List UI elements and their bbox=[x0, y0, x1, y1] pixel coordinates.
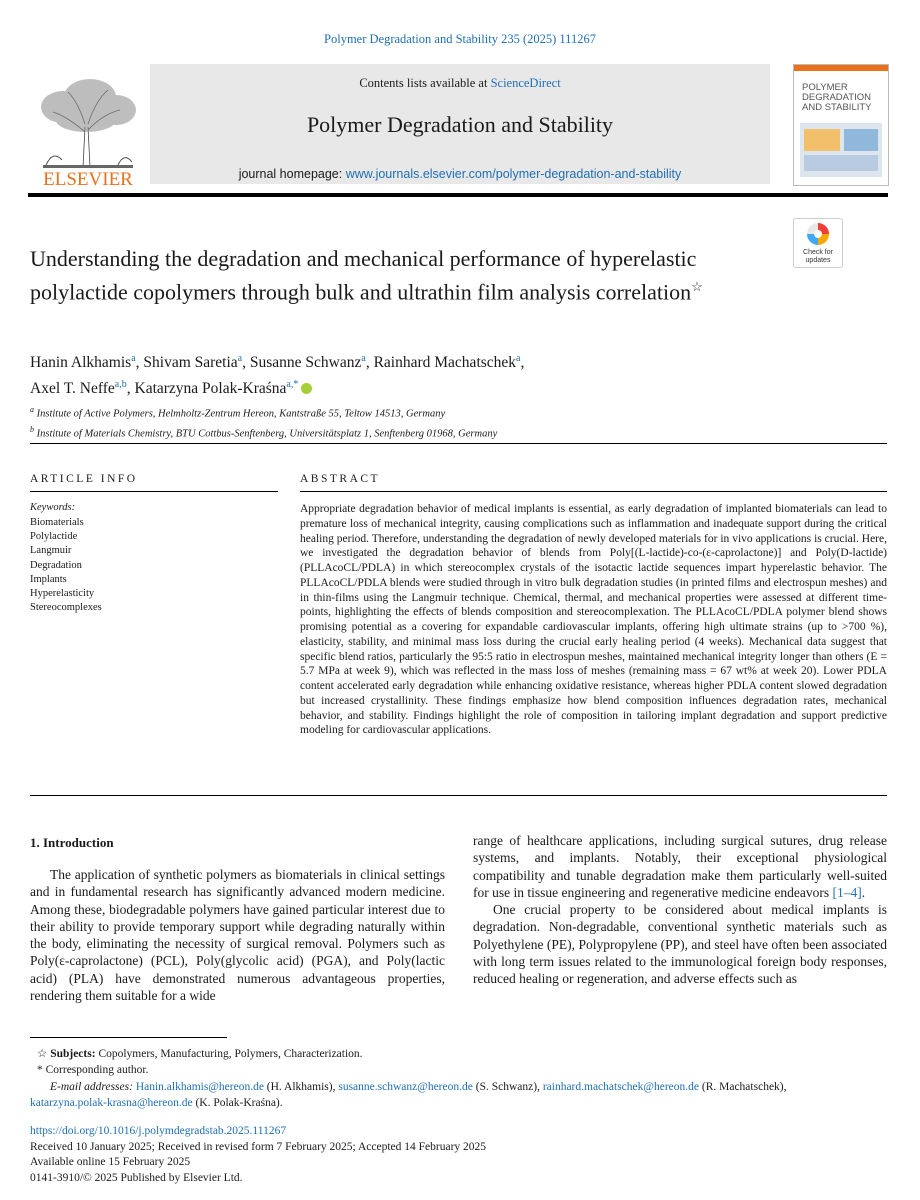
elsevier-wordmark: ELSEVIER bbox=[43, 169, 133, 190]
article-title: Understanding the degradation and mechanical performance of hyperelastic polylactide copolymers through bulk and ultrathin film analysis correlation☆ bbox=[30, 246, 703, 305]
abstract-rule bbox=[300, 491, 887, 492]
available-online: Available online 15 February 2025 bbox=[30, 1156, 191, 1168]
crossmark-label: Check for updates bbox=[803, 249, 833, 264]
author-affiliation-mark[interactable]: a bbox=[361, 353, 366, 364]
contents-line bbox=[150, 76, 770, 91]
body-column-left bbox=[30, 866, 445, 1004]
email-link[interactable]: katarzyna.polak-krasna@hereon.de bbox=[30, 1096, 193, 1109]
footnote-emails-cont: katarzyna.polak-krasna@hereon.de (K. Polak-Kraśna). bbox=[30, 1096, 283, 1109]
citation-link[interactable]: [1–4] bbox=[832, 884, 862, 900]
journal-cover-thumbnail[interactable] bbox=[793, 64, 889, 186]
footnote-corresponding: * Corresponding author. bbox=[37, 1064, 149, 1077]
section-rule bbox=[30, 795, 887, 796]
email-link[interactable]: rainhard.machatschek@hereon.de bbox=[542, 1080, 699, 1093]
cover-title: POLYMER DEGRADATION AND STABILITY bbox=[802, 82, 872, 113]
contents-prefix: Contents lists available at bbox=[359, 76, 491, 90]
header-rule bbox=[28, 193, 888, 197]
paragraph: One crucial property to be considered about medical implants is degradation. Non-degradable, conventional synthetic materials such as Polyethylene (PE), Polypropylene (PP), and steel have often been associated with long term issues related to the immunological foreign body responses, reduced healing or regeneration, and adverse effects such as bbox=[473, 902, 887, 987]
email-link[interactable]: susanne.schwanz@hereon.de bbox=[338, 1080, 473, 1093]
footnote-rule bbox=[30, 1037, 227, 1038]
keyword: Biomaterials bbox=[30, 517, 84, 528]
keyword: Langmuir bbox=[30, 545, 72, 557]
footnote-subjects: ☆ Subjects: Copolymers, Manufacturing, Polymers, Characterization. bbox=[37, 1048, 363, 1060]
author-list: Hanin Alkhamis$^a$, Shivam Saretia$^a$, Susanne Schwanz$^a$, Rainhard Machatschek$^a$, Axel T. Neffe$^{a,b}$, Katarzyna Polak-Kraśna$^{a,*}$ bbox=[30, 353, 525, 398]
article-info-rule bbox=[30, 491, 278, 492]
abstract-text: Appropriate degradation behavior of medical implants is essential, as early degradation of implanted biomaterials can lead to premature loss of mechanical integrity, causing complications such as inflammation and inadequate support during the critical healing period. Therefore, understanding the degradation of newly developed materials for in vivo applications is crucial. Here, we investigated the degradation behavior of blends from Poly[(L-lactide)-co-(ε-caprolactone)] and Poly(D-lactide) (PLLAcoCL/PDLA) in which stereocomplex crystals of the isotactic lactide sequences impart hyperelastic behavior. The PLLAcoCL/PDLA blends were studied through in vitro bulk degradation studies (in printed films and electrospun meshes) and in thin-films using the Langmuir technique. Chemical, thermal, and mechanical properties were assessed at different time-points, highlighting the effects of blends composition and stereocomplexation. The PLLAcoCL/PDLA polymer blend shows promising potential as a covering for expandable cardiovascular implants, offering high ultimate strains (up to >700 %), elasticity, stability, and minimal mass loss during the crucial early healing period (4 weeks). Mechanical data suggest that specific blend ratios, particularly the 95:5 ratio in electrospun meshes, maintained mechanical integrity longer than others (E = 5.7 MPa at week 9), which was reflected in the mass loss of meshes (remaining mass = 67 wt% at week 20). Lower PDLA content accelerated early degradation while enhancing oxidative resistance, whereas higher PDLA content slowed degradation but increased crystallinity. These findings emphasize how blend composition influences degradation rates, mechanical behavior, and stability. Findings highlight the role of composition in tailoring implant degradation and support predictive modeling for cardiovascular applications. bbox=[300, 503, 887, 737]
paragraph: The application of synthetic polymers as biomaterials in clinical settings and in fundamental research has significantly advanced modern medicine. Among these, biodegradable polymers have gained particular interest due to their ability to provide temporary support while degrading naturally within the body, eliminating the necessity of surgical removal. Polymers such as Poly(ε-caprolactone) (PCL), Poly(glycolic acid) (PGA), and Poly(lactic acid) (PLA) have demonstrated numerous advantageous properties, rendering them suitable for a wide bbox=[30, 867, 445, 1004]
paragraph: range of healthcare applications, including surgical sutures, drug release systems, and implants. Notably, their exceptional physiological compatibility and tunable degradation make them particularly well-suited for use in tissue engineering and regenerative medicine endeavors [1–4]. bbox=[473, 833, 887, 900]
elsevier-logo bbox=[28, 72, 148, 190]
article-info-heading: ARTICLE INFO bbox=[30, 473, 138, 485]
author-affiliation-mark[interactable]: a bbox=[516, 353, 521, 364]
keyword: Stereocomplexes bbox=[30, 602, 102, 614]
header-band bbox=[150, 64, 770, 184]
journal-homepage-link[interactable]: www.journals.elsevier.com/polymer-degradation-and-stability bbox=[345, 167, 682, 181]
author[interactable]: Hanin Alkhamis bbox=[30, 354, 132, 372]
keyword: Degradation bbox=[30, 559, 82, 571]
abstract-heading: ABSTRACT bbox=[300, 473, 381, 485]
section-rule bbox=[30, 443, 887, 444]
footnote-emails: E-mail addresses: Hanin.alkhamis@hereon.de (H. Alkhamis), susanne.schwanz@hereon.de (S. Schwanz), rainhard.machatschek@hereon.de (R. Machatschek), bbox=[50, 1080, 787, 1093]
homepage-prefix: journal homepage: bbox=[238, 167, 346, 181]
author[interactable]: Susanne Schwanz bbox=[249, 354, 362, 372]
elsevier-tree-icon bbox=[28, 72, 148, 190]
body-column-right bbox=[473, 832, 887, 988]
keyword: Hyperelasticity bbox=[30, 588, 95, 600]
journal-reference[interactable]: Polymer Degradation and Stability 235 (2025) 111267 bbox=[324, 32, 596, 46]
homepage-line bbox=[150, 167, 770, 181]
crossmark-icon bbox=[794, 219, 842, 249]
author[interactable]: Rainhard Machatschek bbox=[373, 354, 517, 372]
footnotes bbox=[30, 1046, 890, 1111]
author[interactable]: Katarzyna Polak-Kraśna bbox=[134, 380, 287, 398]
keyword: Polylactide bbox=[30, 531, 78, 543]
sciencedirect-link[interactable]: ScienceDirect bbox=[490, 76, 561, 90]
doi-link[interactable]: https://doi.org/10.1016/j.polymdegradstab.2025.111267 bbox=[30, 1125, 287, 1137]
title-footnote-mark[interactable]: ☆ bbox=[691, 279, 703, 294]
check-for-updates-button[interactable] bbox=[793, 218, 843, 268]
email-link[interactable]: Hanin.alkhamis@hereon.de bbox=[135, 1080, 264, 1093]
copyright: 0141-3910/© 2025 Published by Elsevier Ltd. bbox=[30, 1171, 243, 1184]
author[interactable]: Shivam Saretia bbox=[143, 354, 238, 372]
keywords-list bbox=[30, 516, 102, 615]
publication-info bbox=[30, 1124, 486, 1186]
keywords-label: Keywords: bbox=[30, 502, 76, 513]
orcid-icon[interactable] bbox=[301, 383, 312, 394]
affiliation: $^b$ Institute of Materials Chemistry, BTU Cottbus-Senftenberg, Universitätsplatz 1, Senftenberg 01968, Germany bbox=[30, 424, 498, 439]
journal-header bbox=[28, 64, 888, 190]
author[interactable]: Axel T. Neffe bbox=[30, 380, 115, 398]
author-affiliation-mark[interactable]: a bbox=[131, 353, 136, 364]
received-dates: Received 10 January 2025; Received in revised form 7 February 2025; Accepted 14 February 2025 bbox=[30, 1140, 487, 1153]
affiliations bbox=[30, 402, 870, 441]
author-affiliation-mark[interactable]: a,b bbox=[114, 379, 127, 391]
author-affiliation-mark[interactable]: a bbox=[237, 353, 243, 364]
affiliation: $^a$ Institute of Active Polymers, Helmholtz-Zentrum Hereon, Kantstraße 55, Teltow 14513, Germany bbox=[30, 405, 446, 420]
introduction-heading: 1. Introduction bbox=[30, 835, 114, 850]
keyword: Implants bbox=[30, 573, 67, 585]
journal-name: Polymer Degradation and Stability bbox=[306, 112, 614, 137]
author-affiliation-mark[interactable]: a,* bbox=[286, 379, 299, 391]
